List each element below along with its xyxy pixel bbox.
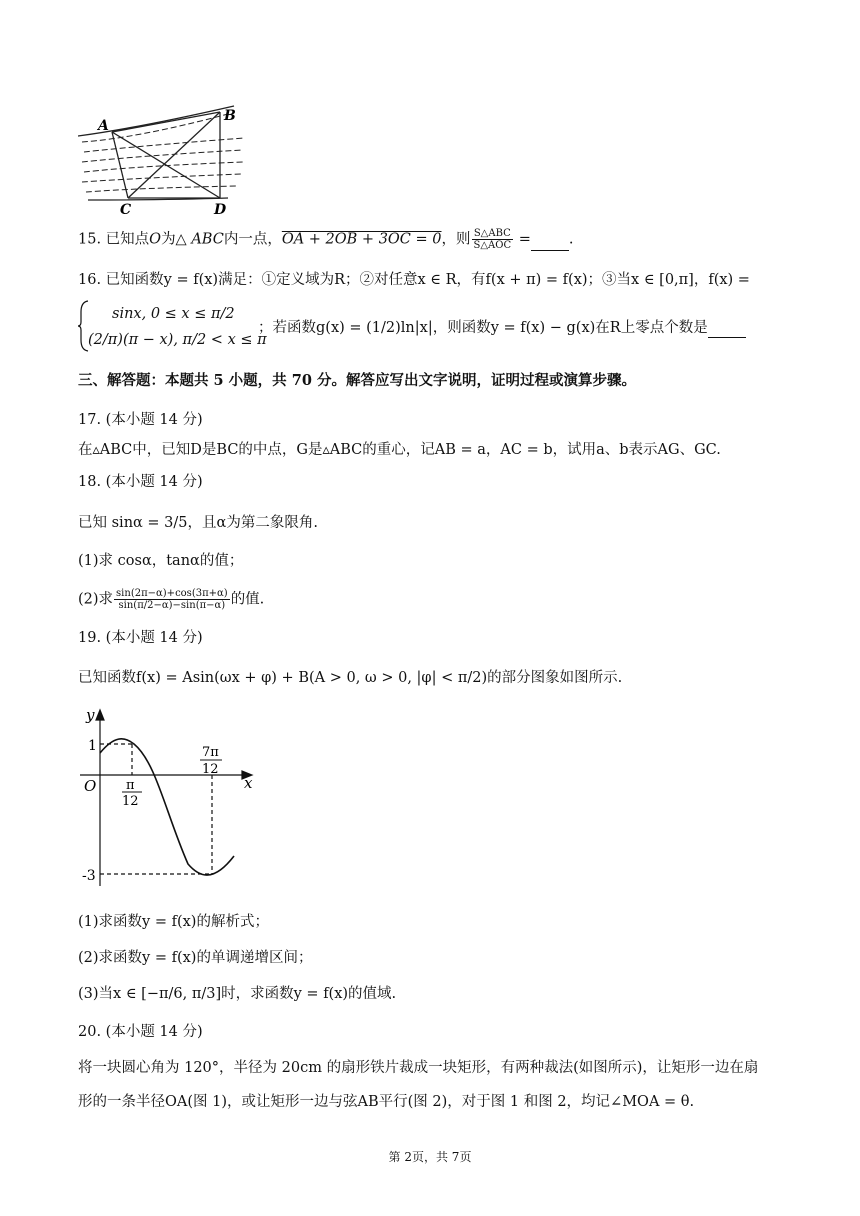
x-axis-label: x (244, 774, 253, 792)
answer-blank[interactable] (531, 236, 569, 251)
page-footer: 第 2页，共 7页 (388, 1150, 472, 1164)
question-20-line1: 将一块圆心角为 120°，半径为 20cm 的扇形铁片裁成一块矩形，有两种裁法(如图所示)，让矩形一边在扇 (78, 1060, 759, 1076)
point-A: A (98, 118, 109, 134)
question-15: 15. 已知点O为△ ABC内一点，OA + 2OB + 3OC = 0，则 $\frac{\text{S△ABC}}{\text{S△AOC}}$ = . (78, 228, 574, 251)
question-19-given: 已知函数f(x) = Asin(ωx + φ) + B(A > 0, ω > 0, |φ| < π/2)的部分图象如图所示. (78, 670, 623, 686)
section-heading: 三、解答题：本题共 5 小题，共 70 分。解答应写出文字说明，证明过程或演算步骤。 (78, 372, 636, 389)
x-tick-2-den: 12 (202, 762, 219, 777)
vector-equation: OA + 2OB + 3OC = 0 (281, 231, 442, 248)
x-tick-1-num: π (126, 778, 135, 793)
question-19-part1: (1)求函数y = f(x)的解析式； (78, 914, 269, 930)
question-19-part3: (3)当x ∈ [−π/6, π/3]时，求函数y = f(x)的值域. (78, 986, 397, 1002)
question-18-part1: (1)求 cosα，tanα的值； (78, 553, 244, 569)
answer-blank[interactable] (708, 323, 746, 338)
function-graph (78, 704, 268, 894)
question-17-header: 17. (本小题 14 分) (78, 412, 203, 428)
point-D: D (214, 202, 227, 218)
y-tick-bottom: -3 (82, 868, 96, 884)
point-C: C (120, 202, 132, 218)
question-18-given: 已知 sinα = 3/5，且α为第二象限角. (78, 515, 318, 531)
origin-label: O (84, 777, 97, 795)
x-tick-2-num: 7π (202, 745, 219, 760)
piecewise-case-2: (2/π)(π − x), π/2 < x ≤ π (88, 332, 267, 348)
question-18-part2: (2)求 $\frac{\sin(2\pi-\alpha)+\cos(3\pi+\alpha)}{\sin(\pi/2-\alpha)-\sin(\pi-\alpha)}$ 的值. (78, 588, 265, 611)
question-20-line2: 形的一条半径OA(图 1)，或让矩形一边与弦AB平行(图 2)，对于图 1 和图 2，均记∠MOA = θ. (78, 1094, 695, 1110)
y-axis-label: y (86, 706, 95, 724)
piecewise-case-1: sinx, 0 ≤ x ≤ π/2 (112, 306, 235, 322)
river-figure (78, 100, 258, 220)
question-19-part2: (2)求函数y = f(x)的单调递增区间； (78, 950, 313, 966)
question-19-header: 19. (本小题 14 分) (78, 630, 203, 646)
y-tick-top: 1 (88, 738, 97, 754)
question-16-line1: 16. 已知函数y = f(x)满足：①定义域为R；②对任意x ∈ R，有f(x + π) = f(x)；③当x ∈ [0,π]，f(x) = (78, 272, 750, 288)
question-20-header: 20. (本小题 14 分) (78, 1024, 203, 1040)
question-18-header: 18. (本小题 14 分) (78, 474, 203, 490)
point-B: B (224, 108, 236, 124)
x-tick-1-den: 12 (122, 794, 139, 809)
question-16-line2: ；若函数g(x) = (1/2)ln|x|，则函数y = f(x) − g(x)在R上零点个数是 (258, 318, 746, 338)
question-17-text: 在▵ABC中，已知D是BC的中点，G是▵ABC的重心，记AB = a，AC = b，试用a、b表示AG、GC. (78, 442, 721, 458)
